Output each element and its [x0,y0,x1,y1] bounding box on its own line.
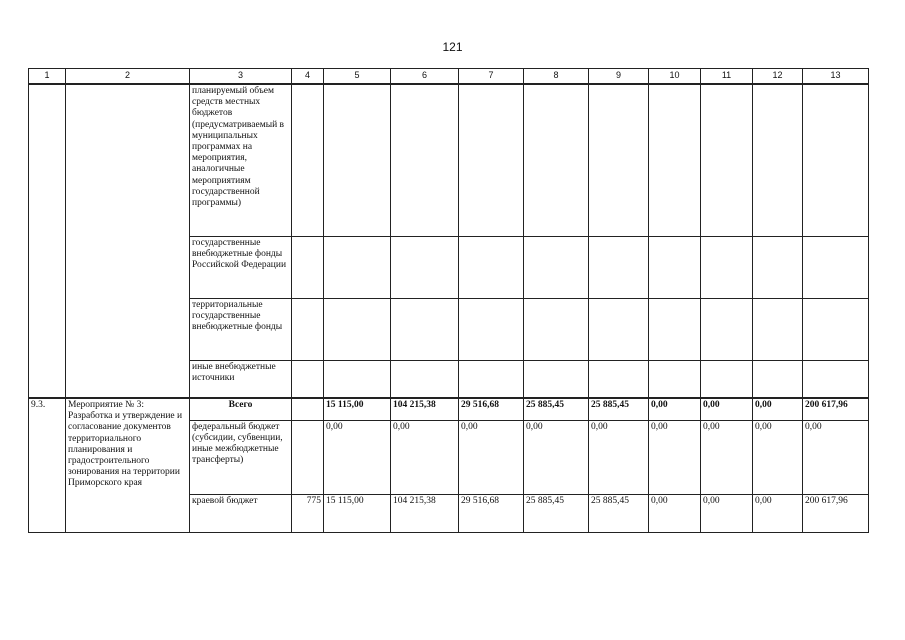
value-cell: 0,00 [803,420,869,494]
column-header: 9 [589,69,649,85]
funding-source: федеральный бюджет (субсидии, субвенции, иные межбюджетные трансферты) [190,420,292,494]
column-header: 7 [459,69,524,85]
column-header: 6 [391,69,459,85]
value-cell: 0,00 [459,420,524,494]
value-cell: 0,00 [649,420,701,494]
value-cell: 200 617,96 [803,398,869,420]
event-number: 9.3. [29,398,66,532]
value-cell: 29 516,68 [459,494,524,532]
column-header: 10 [649,69,701,85]
column-header: 11 [701,69,753,85]
table-row [29,398,869,420]
table-row [29,84,869,236]
column-header: 4 [292,69,324,85]
column-header: 3 [190,69,292,85]
value-cell: 0,00 [324,420,391,494]
event-name: Мероприятие № 3: Разработка и утверждение и согласование документов территориального планирования и градостроительного зонирования на территории Приморского края [66,398,190,532]
budget-code: 775 [292,494,324,532]
header-row [29,69,869,85]
value-cell: 0,00 [524,420,589,494]
value-cell: 104 215,38 [391,398,459,420]
column-header: 13 [803,69,869,85]
value-cell: 25 885,45 [589,494,649,532]
value-cell: 0,00 [701,398,753,420]
value-cell: 25 885,45 [589,398,649,420]
value-cell: 0,00 [391,420,459,494]
value-cell: 0,00 [701,494,753,532]
column-header: 12 [753,69,803,85]
funding-source: государственные внебюджетные фонды Российской Федерации [190,236,292,298]
column-header: 8 [524,69,589,85]
budget-table [28,68,869,533]
column-header: 2 [66,69,190,85]
value-cell: 25 885,45 [524,494,589,532]
value-cell: 0,00 [753,398,803,420]
page-number: 121 [442,40,463,54]
value-cell: 15 115,00 [324,494,391,532]
value-cell: 0,00 [701,420,753,494]
event-name-cell [66,84,190,398]
funding-source: планируемый объем средств местных бюджетов (предусматриваемый в муниципальных программах на мероприятия, аналогичные мероприятиям государственной программы) [190,84,292,236]
column-header: 5 [324,69,391,85]
value-cell: 0,00 [649,398,701,420]
value-cell: 29 516,68 [459,398,524,420]
funding-source: иные внебюджетные источники [190,360,292,398]
budget-code [292,420,324,494]
funding-source: Всего [190,398,292,420]
value-cell: 200 617,96 [803,494,869,532]
value-cell: 0,00 [589,420,649,494]
value-cell: 104 215,38 [391,494,459,532]
value-cell: 15 115,00 [324,398,391,420]
column-header: 1 [29,69,66,85]
funding-source: территориальные государственные внебюджетные фонды [190,298,292,360]
budget-code [292,398,324,420]
value-cell: 0,00 [649,494,701,532]
value-cell: 0,00 [753,420,803,494]
funding-source: краевой бюджет [190,494,292,532]
value-cell: 0,00 [753,494,803,532]
event-number-cell [29,84,66,398]
value-cell: 25 885,45 [524,398,589,420]
